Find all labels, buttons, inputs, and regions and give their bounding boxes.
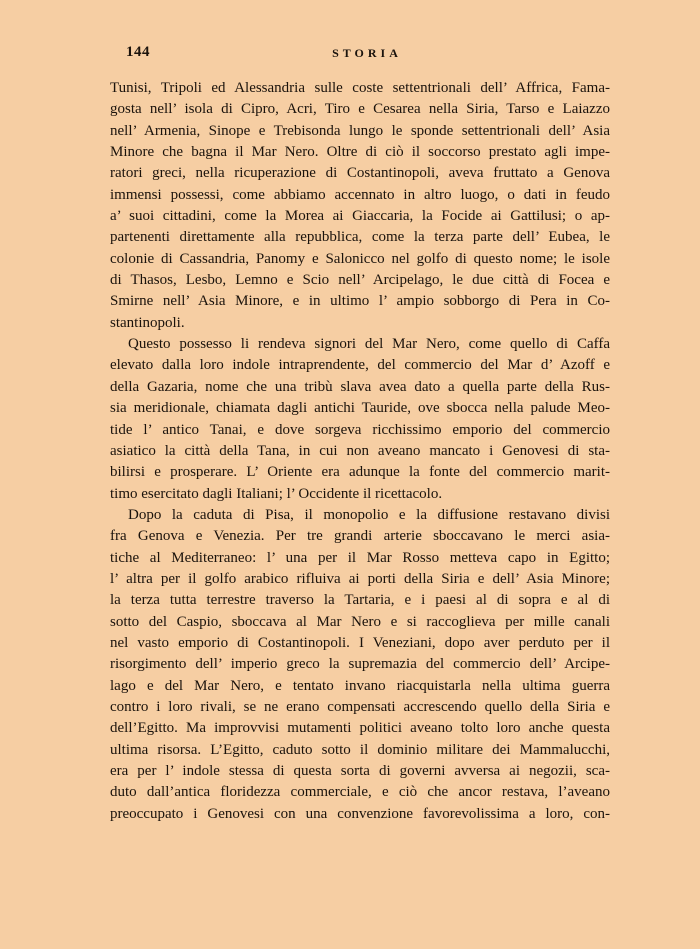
text-line: immensi possessi, come abbiamo accennato in altro luogo, o dati in feudo bbox=[110, 186, 610, 203]
text-line: era per l’ indole stessa di questa sorta di governi avversa ai negozii, sca- bbox=[110, 763, 610, 779]
text-line: nell’ Armenia, Sinope e Trebisonda lungo le sponde settentrionali dell’ Asia bbox=[110, 122, 610, 139]
text-line: asiatico la città della Tana, in cui non aveano mancato i Genovesi di sta- bbox=[110, 442, 610, 459]
text-line: fra Genova e Venezia. Per tre grandi arterie sboccavano le merci asia- bbox=[110, 528, 610, 545]
text-line: bilirsi e prosperare. L’ Oriente era adunque la fonte del commercio marit- bbox=[110, 464, 610, 481]
text-line: Minore che bagna il Mar Nero. Oltre di ciò il soccorso prestato agli impe- bbox=[110, 144, 610, 161]
text-line: tide l’ antico Tanai, e dove sorgeva ricchissimo emporio del commercio bbox=[110, 421, 610, 438]
text-line: della Gazaria, nome che una tribù slava avea dato a quella parte della Rus- bbox=[110, 378, 610, 395]
page-number: 144 bbox=[126, 44, 150, 60]
text-line: Tunisi, Tripoli ed Alessandria sulle coste settentrionali dell’ Affrica, Fama- bbox=[110, 80, 610, 96]
text-line: l’ altra per il golfo arabico rifluiva ai porti della Siria e dell’ Asia Minore; bbox=[110, 570, 610, 587]
text-line: contro i loro rivali, se ne erano compensati accrescendo quello della Siria e bbox=[110, 698, 610, 715]
text-line: gosta nell’ isola di Cipro, Acri, Tiro e Cesarea nella Siria, Tarso e Laiazzo bbox=[110, 101, 610, 118]
text-line: timo esercitato dagli Italiani; l’ Occidente il ricettacolo. bbox=[110, 485, 443, 502]
text-line: Dopo la caduta di Pisa, il monopolio e la diffusione restavano divisi bbox=[128, 506, 610, 523]
text-line: preoccupato i Genovesi con una convenzione favorevolissima a loro, con- bbox=[110, 805, 610, 822]
running-title: STORIA bbox=[332, 46, 402, 60]
text-line: elevato dalla loro indole intraprendente, del commercio del Mar d’ Azoff e bbox=[110, 357, 610, 374]
text-line: colonie di Cassandria, Panomy e Salonicco nel golfo di questo nome; le isole bbox=[110, 250, 610, 267]
text-line: duto dall’antica floridezza commerciale, e ciò che ancor restava, l’aveano bbox=[110, 784, 610, 801]
text-line: la terza tutta terrestre traverso la Tartaria, e i paesi al di sopra e al di bbox=[110, 592, 610, 609]
text-line: sia meridionale, chiamata dagli antichi Tauride, ove sbocca nella palude Meo- bbox=[110, 400, 610, 417]
text-line: nel vasto emporio di Costantinopoli. I Veneziani, dopo aver perduto per il bbox=[110, 634, 610, 651]
text-line: di Thasos, Lesbo, Lemno e Scio nell’ Arcipelago, le due città di Focea e bbox=[110, 272, 610, 289]
text-line: Questo possesso li rendeva signori del Mar Nero, come quello di Caffa bbox=[128, 336, 610, 353]
text-line: tiche al Mediterraneo: l’ una per il Mar Rosso metteva capo in Egitto; bbox=[110, 549, 610, 566]
page-header bbox=[126, 44, 608, 68]
text-line: sotto del Caspio, sboccava al Mar Nero e si raccoglieva per mille canali bbox=[110, 613, 610, 630]
text-line: a’ suoi cittadini, come la Morea ai Giaccaria, la Focide ai Gattilusi; o ap- bbox=[110, 208, 610, 225]
text-line: stantinopoli. bbox=[110, 314, 185, 331]
text-line: dell’Egitto. Ma improvvisi mutamenti politici aveano tolto loro anche questa bbox=[110, 720, 610, 737]
text-line: Smirne nell’ Asia Minore, e in ultimo l’ ampio sobborgo di Pera in Co- bbox=[110, 293, 610, 310]
text-line: ultima risorsa. L’Egitto, caduto sotto il dominio militare dei Mammalucchi, bbox=[110, 741, 610, 758]
body-text bbox=[110, 78, 610, 825]
text-line: partenenti direttamente alla repubblica, come la terza parte dell’ Eubea, le bbox=[110, 229, 610, 246]
text-line: lago e del Mar Nero, e tentato invano riacquistarla nella ultima guerra bbox=[110, 677, 610, 694]
text-line: risorgimento dell’ imperio greco la supremazia del commercio dell’ Arcipe- bbox=[110, 656, 610, 673]
text-line: ratori greci, nella ricuperazione di Costantinopoli, aveva fruttato a Genova bbox=[110, 165, 610, 182]
